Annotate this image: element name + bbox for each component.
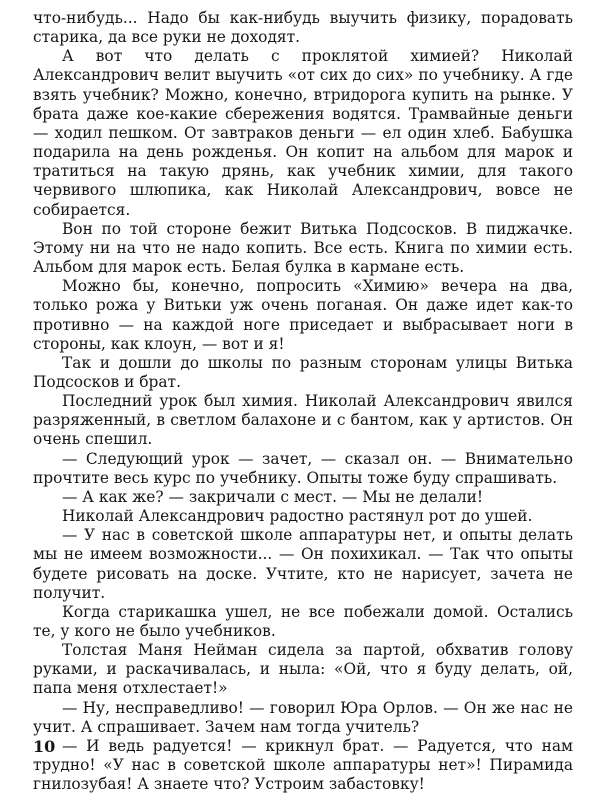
paragraph: Можно бы, конечно, попросить «Химию» вечера на два, только рожа у Витьки уж очень поганая. Он даже идет как-то противно — на каждой ноге приседает и выбрасывает ноги в стороны, как клоун, — вот и я! (33, 277, 573, 353)
paragraph: Вон по той стороне бежит Витька Подсосков. В пиджачке. Этому ни на что не надо копить. Все есть. Книга по химии есть. Альбом для марок есть. Белая булка в кармане есть. (33, 219, 573, 277)
paragraph: — А как же? — закричали с мест. — Мы не делали! (62, 487, 484, 506)
paragraph: А вот что делать с проклятой химией? Николай Александрович велит выучить «от сих до сих» по учебнику. А где взять учебник? Можно, конечно, втридорога купить на рынке. У брата даже кое-какие сбережения водятся. Трамвайные деньги — ходил пешком. От завтраков деньги — ел один хлеб. Бабушка подарила на день рожденья. Он копит на альбом для марок и тратиться на такую дрянь, как учебник химии, для такого червивого шлюпика, как Николай Александрович, вовсе не собирается. (33, 47, 573, 219)
page-body-text (33, 9, 573, 794)
paragraph: что-нибудь... Надо бы как-нибудь выучить физику, порадовать старика, да все руки не доходят. (33, 9, 573, 47)
paragraph: Когда старикашка ушел, не все побежали домой. Остались те, у кого не было учебников. (33, 602, 573, 640)
paragraph: Николай Александрович радостно растянул рот до ушей. (62, 507, 533, 526)
paragraph: Последний урок был химия. Николай Александрович явился разряженный, в светлом балахоне и с бантом, как у артистов. Он очень спешил. (33, 392, 573, 449)
paragraph: — И ведь радуется! — крикнул брат. — Радуется, что нам трудно! «У нас в советской школе аппаратуры нет»! Пирамида гнилозубая! А знаете что? Устроим забастовку! (33, 736, 573, 794)
paragraph: Толстая Маня Нейман сидела за партой, обхватив голову руками, и раскачивалась, и ныла: «Ой, что я буду делать, ой, папа меня отхлестает!» (33, 641, 573, 698)
page-number: 10 (33, 737, 56, 756)
paragraph: — У нас в советской школе аппаратуры нет, и опыты делать мы не имеем возможности... — Он похихикал. — Так что опыты будете рисовать на доске. Учтите, кто не нарисует, зачета не получит. (33, 526, 573, 602)
paragraph: — Следующий урок — зачет, — сказал он. — Внимательно прочтите весь курс по учебнику. Опыты тоже буду спрашивать. (33, 449, 573, 487)
paragraph: Так и дошли до школы по разным сторонам улицы Витька Подсосков и брат. (33, 353, 573, 391)
paragraph: — Ну, несправедливо! — говорил Юра Орлов. — Он же нас не учит. А спрашивает. Зачем нам тогда учитель? (33, 698, 573, 736)
